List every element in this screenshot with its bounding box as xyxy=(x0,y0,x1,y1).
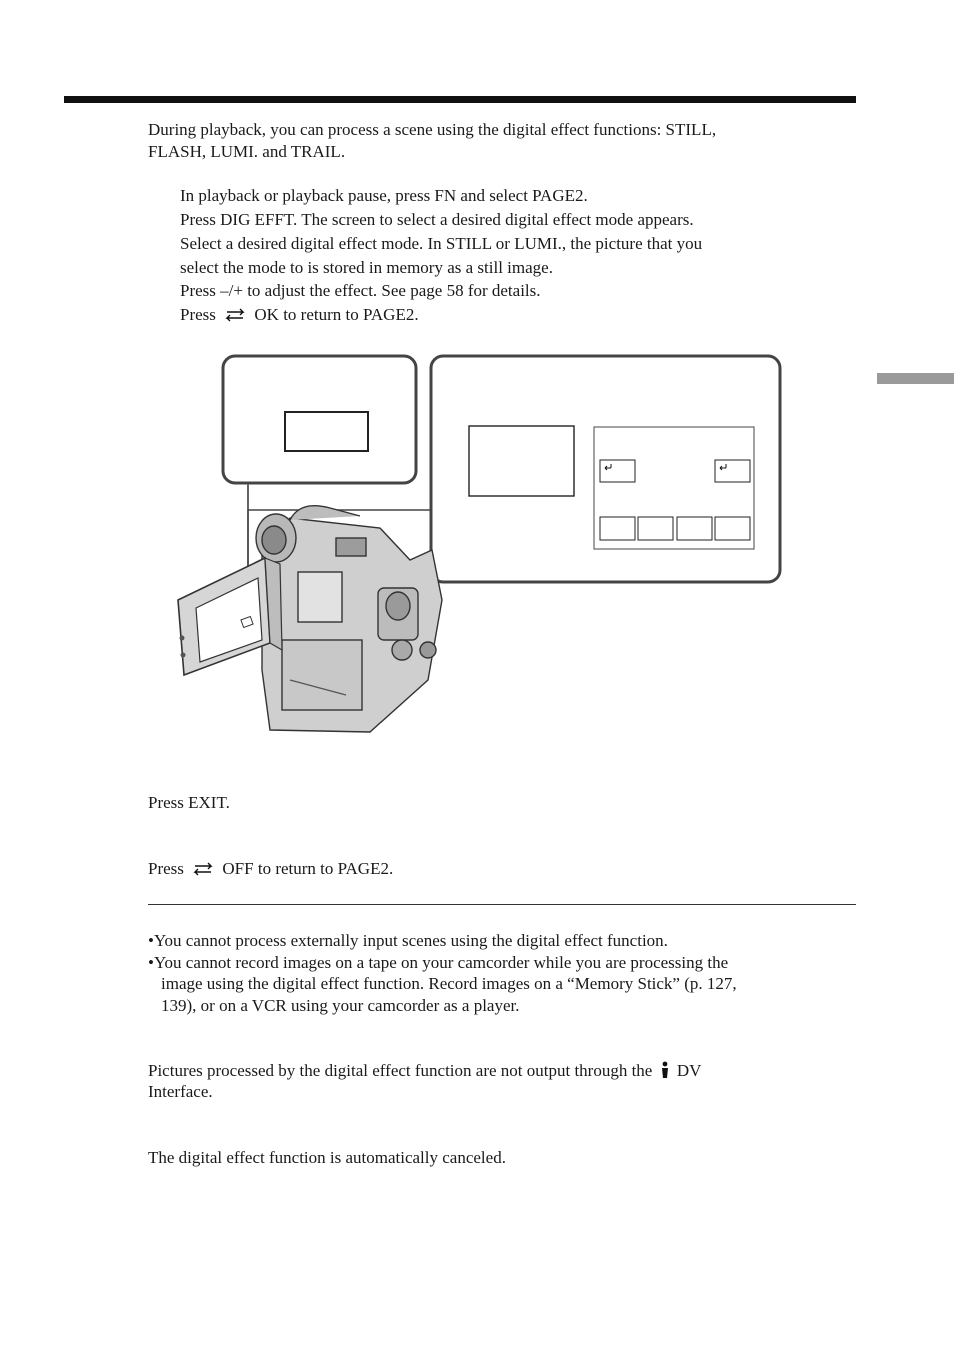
section-tab xyxy=(877,373,954,384)
note-2-cont-2: 139), or on a VCR using your camcorder as a player. xyxy=(161,996,520,1015)
cancel-off-before: Press xyxy=(148,859,184,878)
header-rule xyxy=(64,96,856,103)
cancel-exit-text: Press EXIT. xyxy=(148,793,230,812)
camcorder-body xyxy=(256,506,442,732)
notes-divider xyxy=(148,904,856,905)
dv-note-before: Pictures processed by the digital effect function are not output through the xyxy=(148,1061,653,1080)
dv-note-line-2: Interface. xyxy=(148,1082,213,1101)
step-1: In playback or playback pause, press FN and select PAGE2. xyxy=(180,186,588,205)
step-5 xyxy=(180,303,419,326)
step-4: Press –/+ to adjust the effect. See page 58 for details. xyxy=(180,281,541,300)
screen-mode-lumi xyxy=(677,517,712,540)
intro-line-1: During playback, you can process a scene using the digital effect functions: STILL, xyxy=(148,120,717,139)
screen-ok-button xyxy=(715,460,750,482)
step-5-after: OK to return to PAGE2. xyxy=(254,305,419,324)
dv-note-after: DV xyxy=(676,1061,702,1080)
screen-mode-still xyxy=(600,517,635,540)
screen-mode-flash xyxy=(638,517,673,540)
note-1: •You cannot process externally input scenes using the digital effect function. xyxy=(148,931,668,950)
cancel-off-after: OFF to return to PAGE2. xyxy=(222,859,394,878)
step-3: Select a desired digital effect mode. In STILL or LUMI., the picture that you xyxy=(180,234,703,253)
return-icon xyxy=(222,307,248,323)
i-link-icon xyxy=(659,1061,671,1079)
intro-line-2: FLASH, LUMI. and TRAIL. xyxy=(148,142,346,161)
camcorder-illustration xyxy=(170,350,790,740)
dig-efft-button-diagram xyxy=(285,412,368,451)
step-5-before: Press xyxy=(180,305,216,324)
step-3-cont: select the mode to is stored in memory as a still image. xyxy=(180,258,553,277)
screen-return-button xyxy=(600,460,635,482)
note-2: •You cannot record images on a tape on your camcorder while you are processing the xyxy=(148,953,729,972)
auto-cancel-text: The digital effect function is automatically canceled. xyxy=(148,1148,506,1167)
note-2-cont-1: image using the digital effect function. Record images on a “Memory Stick” (p. 127, xyxy=(161,974,737,993)
return-icon xyxy=(190,861,216,877)
preview-frame xyxy=(469,426,574,496)
dv-note-line-1 xyxy=(148,1059,701,1082)
screen-mode-trail xyxy=(715,517,750,540)
step-2: Press DIG EFFT. The screen to select a desired digital effect mode appears. xyxy=(180,210,694,229)
cancel-off-text xyxy=(148,857,393,880)
